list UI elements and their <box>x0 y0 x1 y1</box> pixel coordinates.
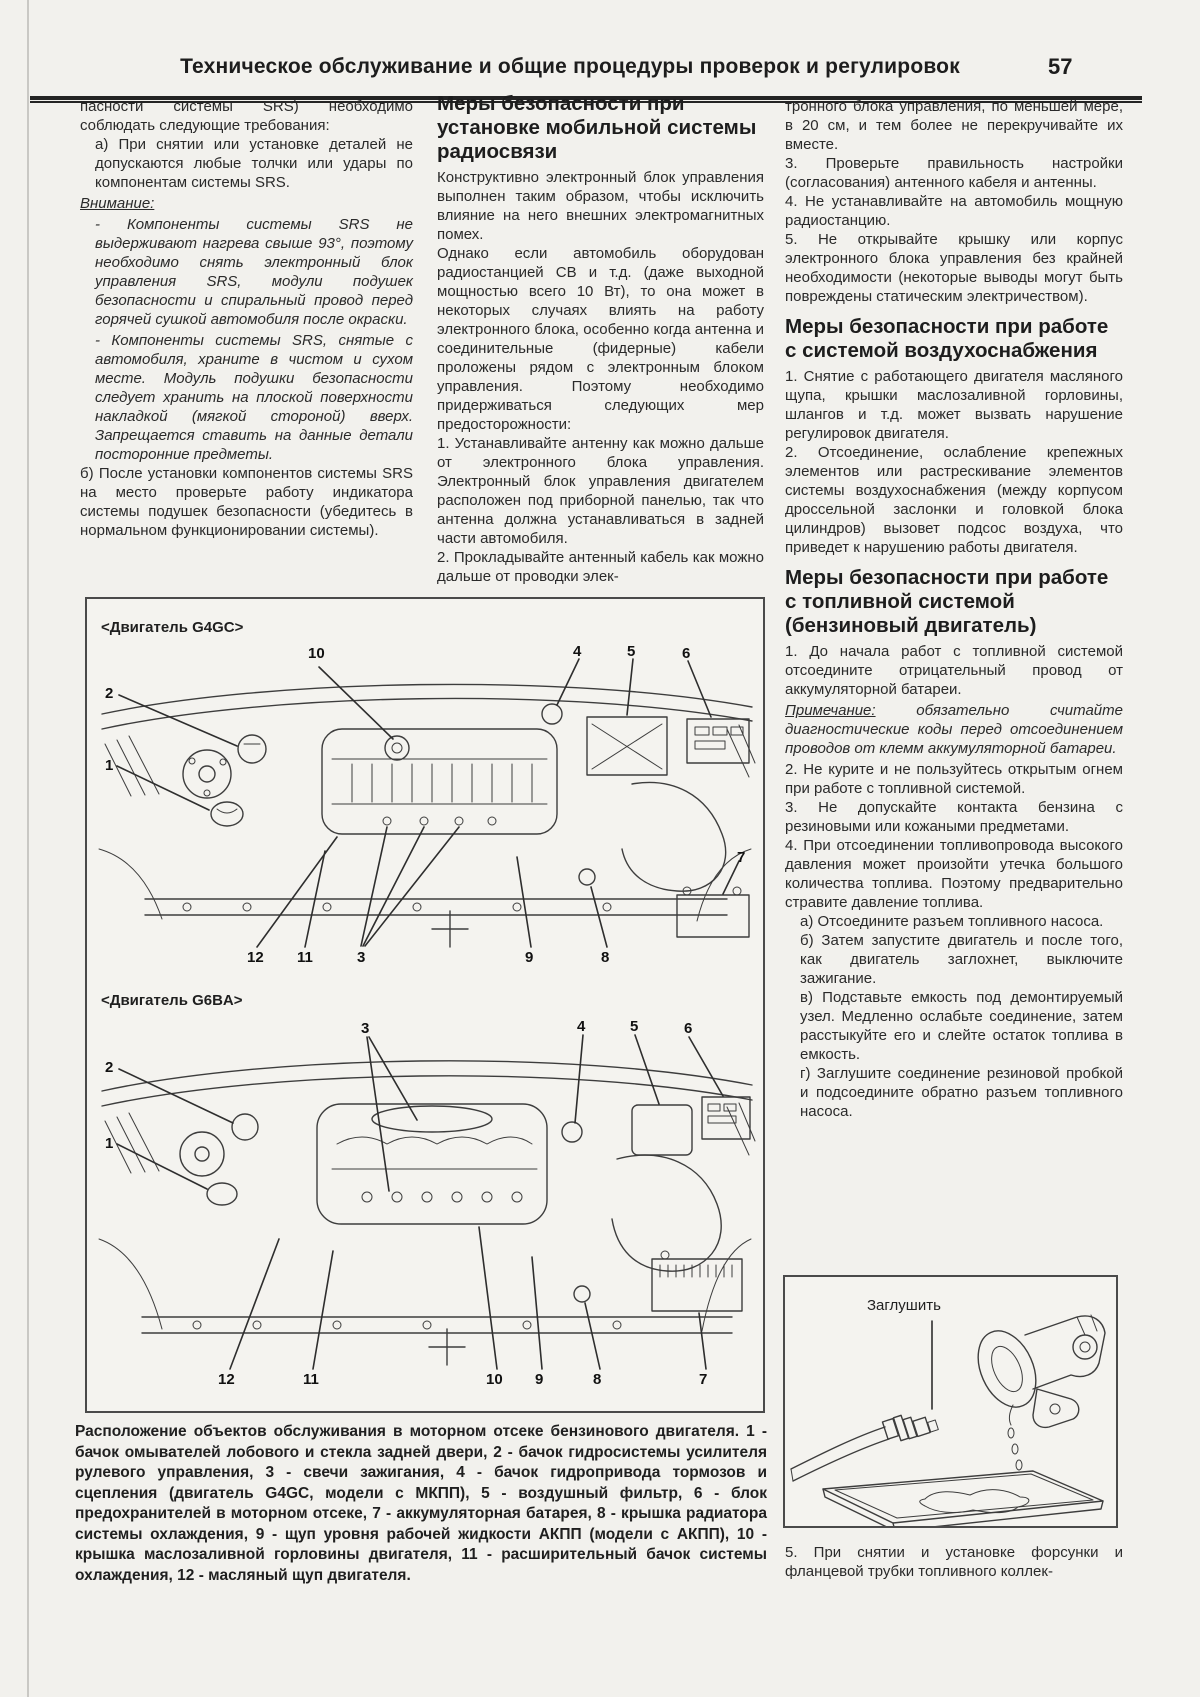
paragraph: а) При снятии или установке деталей не допускаются любые толчки или удары по компонентам системы SRS. <box>95 136 413 191</box>
warning-label: Внимание: <box>80 195 155 212</box>
paragraph: Однако если автомобиль оборудован радиостанцией СВ и т.д. (даже выходной мощностью всего 10 Вт), то она может в некоторых случаях влиять на работу электронного блока, особенно когда антенна и соединительные (фидерные) кабели проложены рядом с электронным блоком управления. Поэтому необходимо придерживаться следующих мер предосторожности: <box>437 245 764 433</box>
paragraph: 4. При отсоединении топливопровода высокого давления может произойти утечка большого количества топлива. Поэтому предварительно стравите давление топлива. <box>785 837 1123 911</box>
warning-item: - Компоненты системы SRS не выдерживают нагрева свыше 93°, поэтому необходимо снять электронный блок управления SRS, модули подушек безопасности и спиральный провод перед горячей сушкой автомобиля после окраски. <box>95 216 413 328</box>
callout-number: 8 <box>601 949 610 966</box>
callout-number: 4 <box>573 643 582 660</box>
scan-edge-line <box>27 0 29 1697</box>
paragraph: Конструктивно электронный блок управления выполнен таким образом, чтобы исключить влияние на него внешних электромагнитных помех. <box>437 169 764 243</box>
paragraph: 3. Проверьте правильность настройки (согласования) антенного кабеля и антенны. <box>785 155 1123 191</box>
paragraph: в) Подставьте емкость под демонтируемый узел. Медленно ослабьте соединение, затем расстыкуйте его и слейте остаток топлива в емкость. <box>800 989 1123 1063</box>
callout-number: 12 <box>247 949 264 966</box>
paragraph: 3. Не допускайте контакта бензина с резиновыми или кожаными предметами. <box>785 799 1123 835</box>
callout-number: 10 <box>486 1371 503 1388</box>
paragraph: тронного блока управления, по меньшей мере, в 20 см, и тем более не перекручивайте их вместе. <box>785 98 1123 153</box>
callout-number: 11 <box>297 949 313 966</box>
callout-number: 6 <box>684 1020 693 1037</box>
callout-number: 2 <box>105 1059 114 1076</box>
callout-number: 5 <box>630 1018 639 1035</box>
figure-caption: Расположение объектов обслуживания в моторном отсеке бензинового двигателя. 1 - бачок омывателей лобового и стекла задней двери, 2 - бачок гидросистемы усилителя рулевого управления, 3 - свечи зажигания, 4 - бачок гидропривода тормозов и сцепления (двигатель G4GC, модели с МКПП), 5 - воздушный фильтр, 6 - блок предохранителей в моторном отсеке, 7 - аккумуляторная батарея, 8 - крышка радиатора системы охлаждения, 9 - щуп уровня рабочей жидкости АКПП (модели с АКПП), 10 - крышка маслозаливной горловины двигателя, 11 - расширительный бачок системы охлаждения, 12 - масляный щуп двигателя. <box>75 1423 767 1584</box>
paragraph: 2. Отсоединение, ослабление крепежных элементов или растрескивание элементов системы воздухоснабжения (между корпусом дроссельной заслонки и головкой блока цилиндров) вызовет подсос воздуха, что приведет к нарушению работы двигателя. <box>785 444 1123 556</box>
engine-label-g4gc: <Двигатель G4GC> <box>101 619 244 636</box>
engine-label-g6ba: <Двигатель G6BA> <box>101 992 243 1009</box>
callout-number: 8 <box>593 1371 602 1388</box>
paragraph: 5. При снятии и установке форсунки и фланцевой трубки топливного коллек- <box>785 1544 1123 1580</box>
callout-number: 11 <box>303 1371 319 1388</box>
warning-item: - Компоненты системы SRS, снятые с автомобиля, храните в чистом и сухом месте. Модуль подушки безопасности следует хранить на плоской поверхности накладкой (мягкой стороной) вверх. Запрещается ставить на данные детали посторонние предметы. <box>95 332 413 463</box>
paragraph: пасности системы SRS) необходимо соблюдать следующие требования: <box>80 98 413 134</box>
callout-number: 7 <box>699 1371 708 1388</box>
note-paragraph <box>785 701 1123 758</box>
engine-bay-figure <box>85 597 765 1413</box>
note-label: Примечание: <box>785 702 876 719</box>
page-number: 57 <box>1048 54 1073 79</box>
fuel-drain-figure <box>783 1275 1118 1528</box>
callout-number: 7 <box>737 849 746 866</box>
callout-number: 9 <box>525 949 534 966</box>
column-left <box>80 97 413 540</box>
callout-number: 3 <box>357 949 366 966</box>
plug-label: Заглушить <box>867 1297 941 1314</box>
callout-number: 5 <box>627 643 636 660</box>
callout-number: 2 <box>105 685 114 702</box>
column-right <box>785 97 1123 1121</box>
paragraph: а) Отсоедините разъем топливного насоса. <box>800 913 1104 930</box>
section-heading: Меры безопасности при работе с топливной системой (бензиновый двигатель) <box>785 566 1109 637</box>
paragraph: г) Заглушите соединение резиновой пробкой и подсоедините обратно разъем топливного насоса. <box>800 1065 1123 1120</box>
paragraph: б) Затем запустите двигатель и после того, как двигатель заглохнет, выключите зажигание. <box>800 932 1123 987</box>
callout-number: 12 <box>218 1371 235 1388</box>
paragraph: 1. До начала работ с топливной системой отсоедините отрицательный провод от аккумуляторной батареи. <box>785 643 1123 698</box>
paragraph: 1. Снятие с работающего двигателя масляного щупа, крышки маслозаливной горловины, шлангов и т.д. может вызвать нарушение регулировок двигателя. <box>785 368 1123 442</box>
callout-number: 1 <box>105 757 114 774</box>
callout-number: 10 <box>308 645 325 662</box>
paragraph: б) После установки компонентов системы SRS на место проверьте работу индикатора системы подушек безопасности (убедитесь в нормальном функционировании системы). <box>80 465 413 539</box>
section-heading: Меры безопасности при установке мобильной системы радиосвязи <box>437 92 757 163</box>
section-heading: Меры безопасности при работе с системой воздухоснабжения <box>785 315 1109 362</box>
callout-number: 1 <box>105 1135 114 1152</box>
paragraph: 1. Устанавливайте антенну как можно дальше от электронного блока управления. Электронный блок управления двигателем расположен под приборной панелью, так что антенна должна устанавливаться в задней части автомобиля. <box>437 435 764 547</box>
paragraph: 2. Прокладывайте антенный кабель как можно дальше от проводки элек- <box>437 549 764 585</box>
page-title: Техническое обслуживание и общие процедуры проверок и регулировок <box>180 55 960 78</box>
callout-number: 6 <box>682 645 691 662</box>
callout-number: 3 <box>361 1020 370 1037</box>
column-middle <box>437 92 764 586</box>
note-text: обязательно считайте диагностические коды перед отсоединением проводов от клемм аккумуляторной батареи. <box>785 702 1123 757</box>
callout-number: 4 <box>577 1018 586 1035</box>
paragraph: 2. Не курите и не пользуйтесь открытым огнем при работе с топливной системой. <box>785 761 1123 797</box>
callout-number: 9 <box>535 1371 544 1388</box>
paragraph: 4. Не устанавливайте на автомобиль мощную радиостанцию. <box>785 193 1123 229</box>
fuel-drain-drawing <box>785 1277 1116 1526</box>
paragraph: 5. Не открывайте крышку или корпус электронного блока управления без крайней необходимости (некоторые выводы могут быть повреждены статическим электричеством). <box>785 231 1123 305</box>
